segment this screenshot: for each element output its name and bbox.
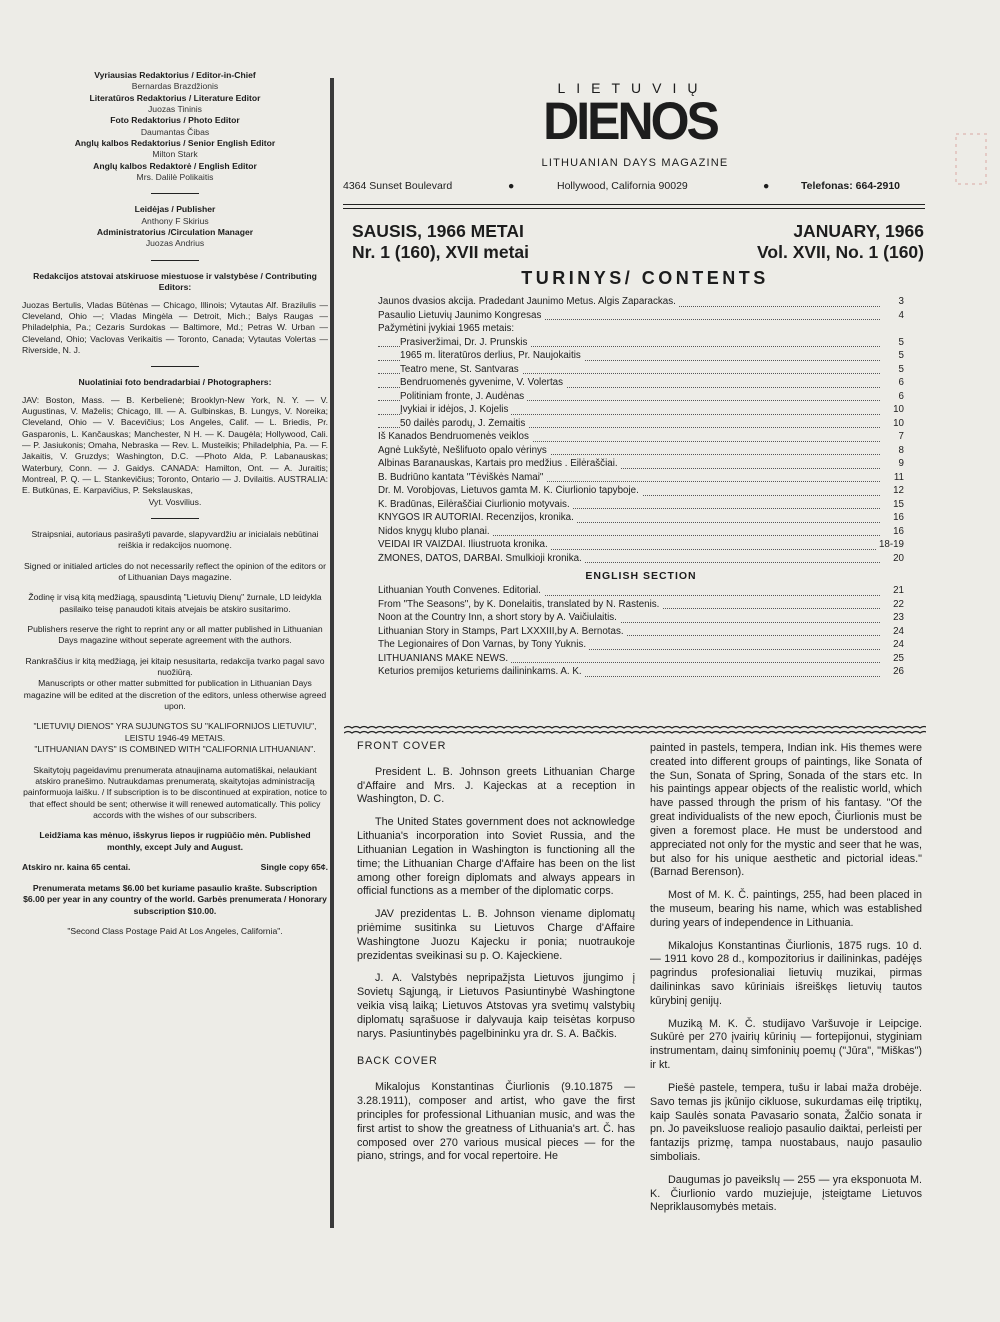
issue-number-lt: Nr. 1 (160), XVII metai — [352, 242, 530, 262]
toc-entry[interactable]: K. Bradūnas, Eilėraščiai Čiurlionio motyvais. 15 — [378, 498, 904, 510]
postage-note: "Second Class Postage Paid At Los Angeles, California". — [67, 925, 283, 936]
toc-entry[interactable]: Įvykiai ir idėjos, J. Kojelis 10 — [378, 404, 904, 418]
masthead-small: LIETUVIŲ — [557, 80, 709, 96]
contributing-editors-text: Juozas Bertulis, Vladas Būtėnas — Chicago, Illinois; Vytautas Alf. Brazilulis — Cleveland, Ohio —; Vladas Mingėla — Detroit, Mich.; Balys Raugas — Philadelphia, Pa.; Cezaris Surdokas — Baltimore, Md.; Petras W. Urban — Cleveland, Ohio; Vaclovas Verikaitis — Toronto, Canada; Vytautas Volertas — Riverside, N. J. — [22, 299, 328, 355]
toc-entry-en[interactable]: From "The Seasons", by K. Donelaitis, translated by N. Rastenis. 22 — [378, 598, 904, 610]
publisher-block — [22, 204, 328, 249]
toc-entry[interactable]: Prasiveržimai, Dr. J. Prunskis 5 — [378, 337, 904, 351]
phone-number: Telefonas: 664-2910 — [801, 180, 901, 192]
toc-entry[interactable]: 1965 m. literatūros derlius, Pr. Naujokaitis 5 — [378, 350, 904, 364]
note: Rankraščius ir kitą medžiagą, jei kitaip nesusitarta, redakcija tvarko pagal savo nuožiūrą. — [25, 655, 325, 678]
issue-en — [757, 221, 924, 263]
note: Žodinę ir visą kitą medžiagą, spausdintą "Lietuvių Dienų" žurnale, LD leidykla pasilaiko teisę panaudoti kitais atvejais be atskiro susitarimo. — [28, 592, 322, 614]
bullet: ● — [763, 180, 770, 192]
masthead-title: DIENOS — [543, 91, 717, 151]
staff-list — [22, 70, 328, 183]
price-lt: Atskiro nr. kaina 65 centai. — [22, 861, 131, 872]
staff-name: Bernardas Brazdžionis — [131, 81, 219, 92]
toc-entry[interactable]: Jaunos dvasios akcija. Pradedant Jaunimo Metus. Algis Zaparackas. 3 — [378, 296, 904, 307]
front-cover-paragraph: J. A. Valstybės nepripažįsta Lietuvos įjungimo į Sovietų Sąjungą, ir Lietuvos Pasiuntinybė Washingtone veikia visą laiką; Lietuvos Atstovas yra svetimų valstybių diplomatų sąrašuose ir dalyvauja kaip teisėtas korpuso narys. Pasiuntinybės pagelbininku yra dr. S. A. Bačkis. — [357, 972, 635, 1040]
staff-name: Mrs. Dalilė Polikaitis — [136, 172, 214, 183]
issue-number-en: Vol. XVII, No. 1 (160) — [757, 242, 924, 262]
table-of-contents — [378, 296, 904, 680]
staff-role: Literatūros Redaktorius / Literature Editor — [89, 92, 261, 103]
toc-entry[interactable]: VEIDAI IR VAIZDAI. Iliustruota kronika. 18-19 — [378, 539, 904, 550]
column-paragraph: Muziką M. K. Č. studijavo Varšuvoje ir Leipcige. Sukūrė per 270 įvairių kūrinių — fortepijonui, styginiam instrumentam, dainų simfoninių poemų ("Jūra", "Miškas") ir kt. — [650, 1017, 922, 1072]
publisher-role: Leidėjas / Publisher — [134, 204, 216, 215]
back-cover-paragraph: Mikalojus Konstantinas Čiurlionis (9.10.1875 —3.28.1911), composer and artist, who gave the first principles for professional Lithuanian music, and was the first artist to show the greatness of Lithuania's art. Č. has composed over 270 various musical pieces — for the piano, strings, and for vocal repertoire. He — [357, 1081, 635, 1163]
divider — [151, 193, 199, 194]
note: Manuscripts or other matter submitted for publication in Lithuanian Days magazine will be edited at the discretion of the editors, unless otherwise agreed upon. — [23, 678, 327, 712]
staff-name: Milton Stark — [152, 149, 198, 160]
english-section-heading: ENGLISH SECTION — [585, 570, 697, 582]
contributing-editors-title: Redakcijos atstovai atskiruose miestuose ir valstybėse / Contributing Editors: — [33, 270, 317, 293]
city-address: Hollywood, California 90029 — [557, 180, 688, 192]
toc-entry[interactable]: Nidos knygų klubo planai. 16 — [378, 525, 904, 537]
staff-role: Anglų kalbos Redaktorius / Senior English Editor — [74, 138, 276, 149]
column-paragraph: painted in pastels, tempera, Indian ink. His themes were created into different groups of paintings, like Sonata of the Sun, Sonata of Spring, Sonada of the stars etc. In his paintings appear objects of the realistic world, which have passed through the prism of his fantasy. "Of the great individualists of the new epoch, Čiurlionis must be given a foremost place. He must be understood and appreciated not only for the mystic and seer that he was, but also for his unique aesthetic and pictorial ideas." (Barnad Berenson). — [650, 742, 922, 879]
price-line — [22, 862, 328, 874]
toc-entry-en[interactable]: Lithuanian Youth Convenes. Editorial. 21 — [378, 585, 904, 596]
toc-entry[interactable]: Dr. M. Vorobjovas, Lietuvos gamta M. K. Čiurlionio tapyboje. 12 — [378, 485, 904, 496]
issue-date-lt: SAUSIS, 1966 METAI — [352, 221, 524, 241]
toc-entry: Pažymėtini įvykiai 1965 metais: — [378, 323, 904, 337]
staff-name: Daumantas Čibas — [140, 126, 210, 137]
contents-title: TURINYS/ CONTENTS — [521, 268, 769, 288]
front-back-cover-column — [357, 740, 635, 1173]
front-cover-paragraph: JAV prezidentas L. B. Johnson viename diplomatų priėmime susitinka su Lietuvos Charge d'Affaire Washingtone Juozu Kajecku ir ponia; nuotraukoje prezidentas sveikinasi su p. O. Kajeckiene. — [357, 908, 635, 962]
toc-entry[interactable]: Agnė Lukšytė, Nešlifuoto opalo vėrinys 8 — [378, 444, 904, 456]
library-stamp-mark — [952, 130, 992, 190]
toc-entry-en[interactable]: Lithuanian Story in Stamps, Part LXXXIII,by A. Bernotas. 24 — [378, 625, 904, 637]
price-en: Single copy 65¢. — [260, 861, 328, 872]
issue-lt — [352, 221, 529, 263]
photographers-last: Vyt. Vosvilius. — [148, 496, 202, 507]
publisher-name: Anthony F Skirius — [141, 215, 209, 226]
toc-entry-en[interactable]: Keturios premijos keturiems dailininkams. A. K. 26 — [378, 666, 904, 677]
vertical-divider — [330, 78, 334, 1228]
note: Straipsniai, autoriaus pasirašyti pavarde, slapyvardžiu ar inicialais nebūtinai reiškia ir redakcijos nuomonę. — [31, 529, 319, 551]
merge-note-en: "LITHUANIAN DAYS" IS COMBINED WITH "CALIFORNIA LITHUANIAN". — [34, 744, 316, 755]
toc-entry[interactable]: Iš Kanados Bendruomenės veiklos 7 — [378, 431, 904, 442]
toc-entry[interactable]: Politiniam fronte, J. Audėnas 6 — [378, 391, 904, 405]
published-note: Leidžiama kas mėnuo, išskyrus liepos ir rugpiūčio mėn. Published monthly, except July and August. — [39, 830, 311, 852]
column-paragraph: Mikalojus Konstantinas Čiurlionis, 1875 rugs. 10 d. — 1911 kovo 28 d., kompozitorius ir dailininkas, padėjęs pagrindus profesionaliai lietuvių muzikai, pirmas dailininkas savo kūriniais išreiškęs lietuvių tautos kūrybinį genijų. — [650, 939, 922, 1007]
staff-name: Juozas Tininis — [148, 104, 202, 115]
toc-entry-en[interactable]: LITHUANIANS MAKE NEWS. 25 — [378, 652, 904, 664]
toc-entry[interactable]: Pasaulio Lietuvių Jaunimo Kongresas 4 — [378, 309, 904, 321]
toc-entry-en[interactable]: Noon at the Country Inn, a short story by A. Vaičiulaitis. 23 — [378, 612, 904, 623]
staff-role: Vyriausias Redaktorius / Editor-in-Chief — [94, 70, 256, 80]
toc-entry[interactable]: Albinas Baranauskas, Kartais pro medžius . Eilėraščiai. 9 — [378, 458, 904, 469]
continued-column — [650, 742, 922, 1224]
rule — [343, 204, 925, 205]
address-line — [343, 180, 943, 194]
toc-entry[interactable]: 50 dailės parodų, J. Žemaitis 10 — [378, 418, 904, 432]
toc-entry[interactable]: ŽMONĖS, DATOS, DARBAI. Smulkioji kronika. 20 — [378, 552, 904, 564]
divider — [151, 518, 199, 519]
subscription-note: Prenumerata metams $6.00 bet kuriame pasaulio krašte. Subscription $6.00 per year in any country of the world. Garbės prenumerata / Honorary subscription $10.00. — [23, 882, 327, 916]
bullet: ● — [508, 180, 515, 192]
masthead-subtitle: LITHUANIAN DAYS MAGAZINE — [541, 157, 729, 169]
staff-role: Foto Redaktorius / Photo Editor — [110, 115, 240, 126]
column-paragraph: Piešė pastele, tempera, tušu ir labai maža drobėje. Savo temas jis įkūnijo cikluose, sukurdamas eilę triptikų, kaip Saulės sonata Pavasario sonata, Žalčio sonata ir pn. Jo paveiksluose realiojo pasaulio daiktai, perleisti per fantazijs prizmę, tampa nuostabaus, naujo pasaulio simboliais. — [650, 1081, 922, 1163]
column-paragraph: Daugumas jo paveikslų — 255 — yra eksponuota M. K. Čiurlionio vardo muziejuje, įsteigtame Lietuvos Nepriklausomybės metais. — [650, 1173, 922, 1214]
admin-role: Administratorius /Circulation Manager — [96, 227, 254, 238]
issue-date-en: JANUARY, 1966 — [793, 221, 924, 241]
front-cover-paragraph: President L. B. Johnson greets Lithuanian Charge d'Affaire and Mrs. J. Kajeckas at a reception in Washington, D. C. — [357, 765, 635, 806]
note: Signed or initialed articles do not necessarily reflect the opinion of the editors or of Lithuanian Days magazine. — [24, 560, 326, 583]
note: Publishers reserve the right to reprint any or all matter published in Lithuanian Days magazine without seperate agreement with the authors. — [27, 624, 323, 646]
rule — [343, 208, 925, 209]
renewal-note: Skaitytojų pageidavimu prenumerata atnaujinama automatiškai, nelaukiant atskiro pranešimo. Nutraukdamas prenumeratą, skaitytojas administraciją painformuoja laišku. / If subscription is to be discontinued at expiration, notice to that effect should be sent; otherwise it will renewed automatically. This policy accords with the wishes of our subscribers. — [23, 764, 327, 820]
column-paragraph: Most of M. K. Č. paintings, 255, had been placed in the museum, bearing his name, which was established during years of independence in Lithuania. — [650, 889, 922, 929]
front-cover-paragraph: The United States government does not acknowledge Lithuania's incorporation into Soviet Russia, and the Lithuanian Legation in Washington is functioning all the time; the Lithuanian Charge d'Affaire has been on the list among other foreign diplomats and always appears in official functions as a member of the diplomatic corps. — [357, 816, 635, 898]
merge-note-lt: "LIETUVIŲ DIENOS" YRA SUJUNGTOS SU "KALIFORNIJOS LIETUVIU", LEISTU 1946-49 METAIS. — [33, 721, 317, 743]
street-address: 4364 Sunset Boulevard — [343, 180, 453, 192]
divider — [151, 366, 199, 367]
front-cover-heading: FRONT COVER — [357, 740, 447, 752]
toc-entry-en[interactable]: The Legionaires of Don Varnas, by Tony Yuknis. 24 — [378, 639, 904, 650]
toc-entry[interactable]: B. Budriūno kantata "Tėviškės Namai" 11 — [378, 471, 904, 483]
toc-entry[interactable]: KNYGOS IR AUTORIAI. Recenzijos, kronika. 16 — [378, 512, 904, 523]
back-cover-heading: BACK COVER — [357, 1055, 438, 1068]
photographers-title: Nuolatiniai foto bendradarbiai / Photographers: — [78, 377, 272, 388]
staff-role: Anglų kalbos Redaktorė / English Editor — [93, 160, 257, 171]
wavy-divider — [344, 723, 926, 737]
toc-entry[interactable]: Teatro mene, St. Santvaras 5 — [378, 364, 904, 378]
photographers-text: JAV: Boston, Mass. — B. Kerbelienė; Brooklyn-New York, N. Y. — V. Augustinas, V. Maželis; Chicago, Ill. — A. Gulbinskas, B. Lungys, V. Noreika; Cleveland, Ohio — V. Bacevičius; Los Angeles, Calif. — L. Briedis, Pr. Gasparonis, L. Kančauskas; Manchester, N H. — K. Daugėla; Hollywood, Cali. — P. Jasiukonis; Omaha, Nebraska — Rev. L. Musteikis; Philadelphia, Pa. — F. Jakaitis, V. Gruzdys; Washington, D.C. —Photo Alda, P. Labanauskas; Waterbury, Conn. — J. Gaidys. CANADA: Hamilton, Ont. — A. Juraitis; Montreal, P. Q. — L. Stankevičius; Toronto, Ontario — J. Dvilaitis. AUSTRALIA: E. Butkūnas, E. Karpavičius, P. Sekslauskas, — [22, 394, 328, 496]
toc-entry[interactable]: Bendruomenės gyvenime, V. Volertas 6 — [378, 377, 904, 391]
divider — [151, 260, 199, 261]
admin-name: Juozas Andrius — [145, 238, 205, 249]
left-column — [22, 70, 328, 937]
